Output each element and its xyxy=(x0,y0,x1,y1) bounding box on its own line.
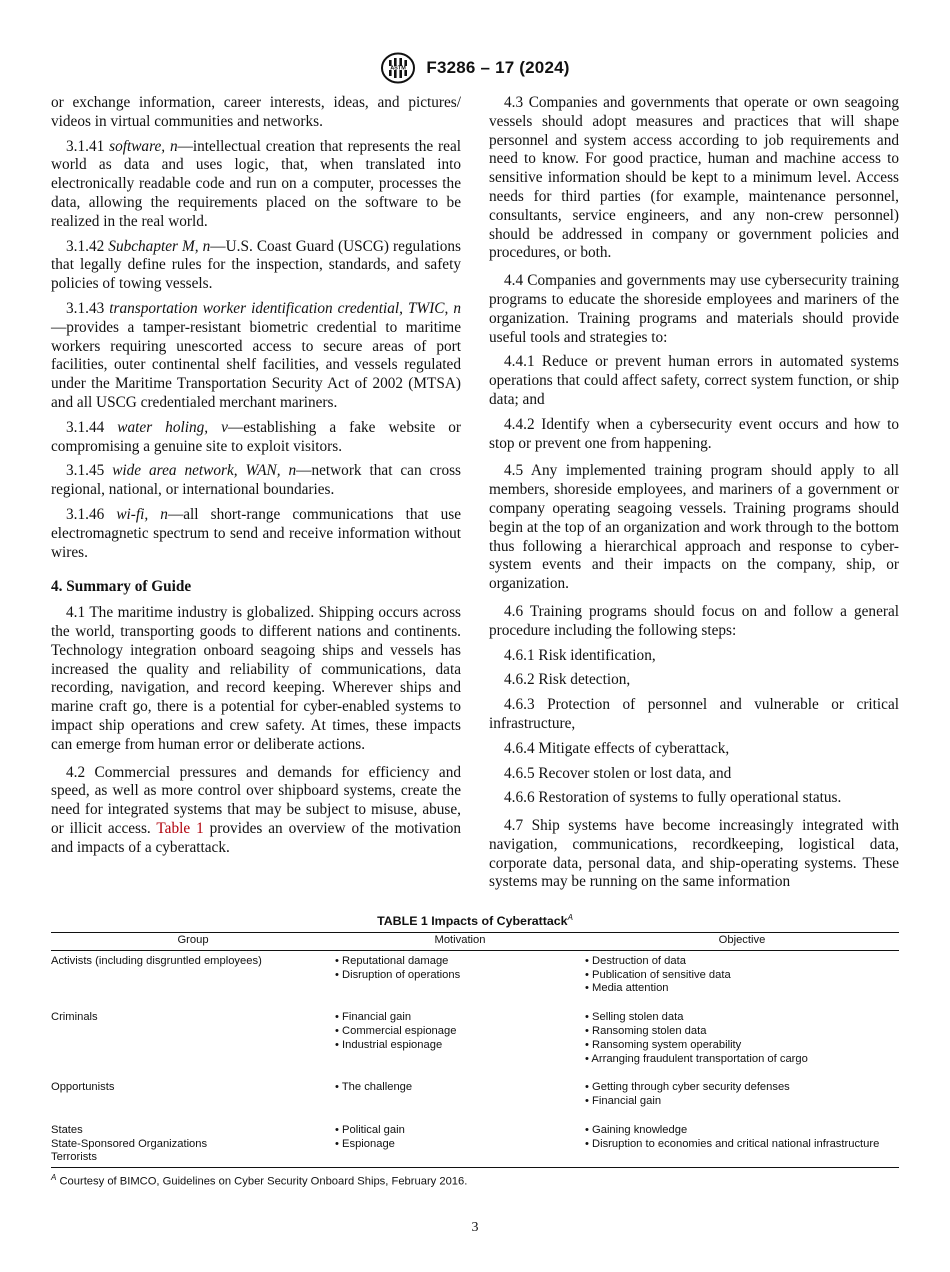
objective-item: • Ransoming stolen data xyxy=(585,1024,707,1037)
definition-3-1-46: 3.1.46 wi-fi, n—all short-range communications that use electromagnetic spectrum to send and receive information without wires. xyxy=(51,505,461,561)
table-cell-group xyxy=(51,950,335,1007)
objective-item: • Media attention xyxy=(585,982,669,995)
definition-3-1-44: 3.1.44 water holing, v—establishing a fake website or compromising a genuine site to exploit visitors. xyxy=(51,418,462,455)
motivation-item: • Political gain xyxy=(335,1123,405,1136)
page-header xyxy=(0,52,950,84)
paragraph-4-6-3: 4.6.3 Protection of personnel and vulnerable or critical infrastructure, xyxy=(489,696,899,732)
table-row xyxy=(51,950,899,1007)
objective-item: • Publication of sensitive data xyxy=(585,968,731,981)
table-1-link[interactable]: Table 1 xyxy=(156,819,204,837)
paragraph-4-6-4: 4.6.4 Mitigate effects of cyberattack, xyxy=(504,739,730,757)
table-cell-group xyxy=(51,1120,335,1168)
table-cell-objective xyxy=(585,950,899,1007)
section-heading: 4. Summary of Guide xyxy=(51,578,192,596)
objective-item: • Disruption to economies and critical national infrastructure xyxy=(585,1137,880,1150)
table-row xyxy=(51,1120,899,1168)
objective-item: • Gaining knowledge xyxy=(585,1123,688,1136)
paragraph-4-4-2: 4.4.2 Identify when a cybersecurity event occurs and how to stop or prevent one from happening. xyxy=(489,415,899,452)
paragraph-4-6-2: 4.6.2 Risk detection, xyxy=(504,671,631,689)
astm-logo-icon xyxy=(380,52,416,84)
objective-item: • Selling stolen data xyxy=(585,1011,684,1024)
group-item: Terrorists xyxy=(51,1151,97,1164)
paragraph-4-6-6: 4.6.6 Restoration of systems to fully operational status. xyxy=(504,789,842,807)
motivation-item: • Industrial espionage xyxy=(335,1038,443,1051)
objective-item: • Getting through cyber security defenses xyxy=(585,1081,790,1094)
table-cell-group xyxy=(51,1077,335,1120)
motivation-item: • Commercial espionage xyxy=(335,1024,457,1037)
definition-3-1-43: 3.1.43 transportation worker identification credential, TWIC, n—provides a tamper-resistant biometric credential to maritime workers requiring unescorted access to secure areas of port facilities, outer continental shelf facilities, and vessels regulated under the Maritime Transportation Security Act of 2002 (MTSA) and all USCG credentialed merchant mariners. xyxy=(51,299,462,411)
paragraph-4-7: 4.7 Ship systems have become increasingly integrated with navigation, communications, recordkeeping, logistical data, corporate data, personal data, and ship-operating systems. These systems may be running on the same information xyxy=(489,817,899,891)
column-header-motivation: Motivation xyxy=(335,932,585,950)
paragraph-4-5: 4.5 Any implemented training program should apply to all members, shoreside employees, and mariners of a government or company operating seagoing vessels. Training programs should begin at the top of an organization and work through to the bottom thus following a hierarchical approach and response to cyber-system events and their impacts on the company, ship, or organization. xyxy=(489,462,899,593)
page-number: 3 xyxy=(471,1220,479,1235)
table-cell-motivation xyxy=(335,950,585,1007)
table-cell-motivation xyxy=(335,1077,585,1120)
motivation-item: • The challenge xyxy=(335,1081,413,1094)
paragraph-4-3: 4.3 Companies and governments that operate or own seagoing vessels should adopt measures and practices that will shape personnel and system access according to job requirements and need to know. For good practice, human and machine access to sensitive information should be kept to a minimum level. Access needs for third parties (for example, maintenance personnel, consultants, service engineers, and any non-crew personnel) should be addressed in company or government policies and procedures, or both. xyxy=(489,94,899,262)
paragraph-continuation: or exchange information, career interests, ideas, and pictures/ videos in virtual communities and networks. xyxy=(51,94,461,130)
group-item: Opportunists xyxy=(51,1081,115,1094)
impacts-table xyxy=(51,932,899,1168)
group-item: Activists (including disgruntled employees) xyxy=(51,954,262,967)
objective-item: • Destruction of data xyxy=(585,954,686,967)
table-cell-motivation xyxy=(335,1007,585,1077)
definition-3-1-42: 3.1.42 Subchapter M, n—U.S. Coast Guard (USCG) regulations that legally define rules for the inspection, standards, and safety policies of towing vessels. xyxy=(51,237,461,293)
motivation-item: • Financial gain xyxy=(335,1011,412,1024)
paragraph-4-2: 4.2 Commercial pressures and demands for efficiency and speed, as well as more control over shipboard systems, create the need for integrated systems that may be subject to misuse, abuse, or illicit access. Table 1 provides an overview of the motivation and impacts of a cyberattack. xyxy=(51,763,461,856)
table-row xyxy=(51,1077,899,1120)
group-item: Criminals xyxy=(51,1011,98,1024)
group-item: States xyxy=(51,1123,83,1136)
table-cell-motivation xyxy=(335,1120,585,1168)
table-cell-group xyxy=(51,1007,335,1077)
motivation-item: • Disruption of operations xyxy=(335,968,461,981)
paragraph-4-1: 4.1 The maritime industry is globalized. Shipping occurs across the world, transporting goods to different nations and continents. Technology integration onboard seagoing ships and vessels has increased the quality and reliability of communications, data recording, navigation, and record keeping. Wherever ships and marine craft go, there is a potential for cyber-enabled systems to impact ship operations and crew safety. At times, these impacts can emerge from human error or deliberate actions. xyxy=(51,604,461,753)
definition-3-1-41: 3.1.41 software, n—intellectual creation that represents the real world as data and uses logic, that, when translated into electronically readable code and run on a computer, processes the data, allowing the requirements placed on the software to be realized in the real world. xyxy=(51,137,461,230)
table-cell-objective xyxy=(585,1077,899,1120)
table-title: TABLE 1 Impacts of Cyberattack$^A$ xyxy=(377,913,573,929)
paragraph-4-6-5: 4.6.5 Recover stolen or lost data, and xyxy=(504,764,732,782)
table-1 xyxy=(51,911,899,1190)
paragraph-4-6: 4.6 Training programs should focus on and follow a general procedure including the following steps: xyxy=(489,602,899,639)
right-column xyxy=(489,94,899,898)
definition-3-1-45: 3.1.45 wide area network, WAN, n—network that can cross regional, national, or international boundaries. xyxy=(51,462,461,499)
objective-item: • Ransoming system operability xyxy=(585,1038,742,1051)
left-column xyxy=(51,94,461,863)
table-cell-objective xyxy=(585,1120,899,1168)
group-item: State-Sponsored Organizations xyxy=(51,1137,208,1150)
motivation-item: • Reputational damage xyxy=(335,954,449,967)
paragraph-4-4: 4.4 Companies and governments may use cybersecurity training programs to educate the shoreside employees and mariners of the organization. Training programs and materials should provide useful tools and strategies to: xyxy=(489,272,899,346)
document-code: F3286 – 17 (2024) xyxy=(426,58,570,77)
objective-item: • Arranging fraudulent transportation of cargo xyxy=(585,1052,808,1065)
paragraph-4-4-1: 4.4.1 Reduce or prevent human errors in automated systems operations that could affect safety, correct system function, or ship data; and xyxy=(489,353,899,408)
svg-text:ASTM: ASTM xyxy=(390,65,407,72)
table-cell-objective xyxy=(585,1007,899,1077)
column-header-group: Group xyxy=(51,932,335,950)
objective-item: • Financial gain xyxy=(585,1095,662,1108)
paragraph-4-6-1: 4.6.1 Risk identification, xyxy=(504,646,656,664)
motivation-item: • Espionage xyxy=(335,1137,395,1150)
table-footnote: $^A$ Courtesy of BIMCO, Guidelines on Cyber Security Onboard Ships, February 2016. xyxy=(51,1173,468,1189)
table-row xyxy=(51,1007,899,1077)
column-header-objective: Objective xyxy=(585,932,899,950)
